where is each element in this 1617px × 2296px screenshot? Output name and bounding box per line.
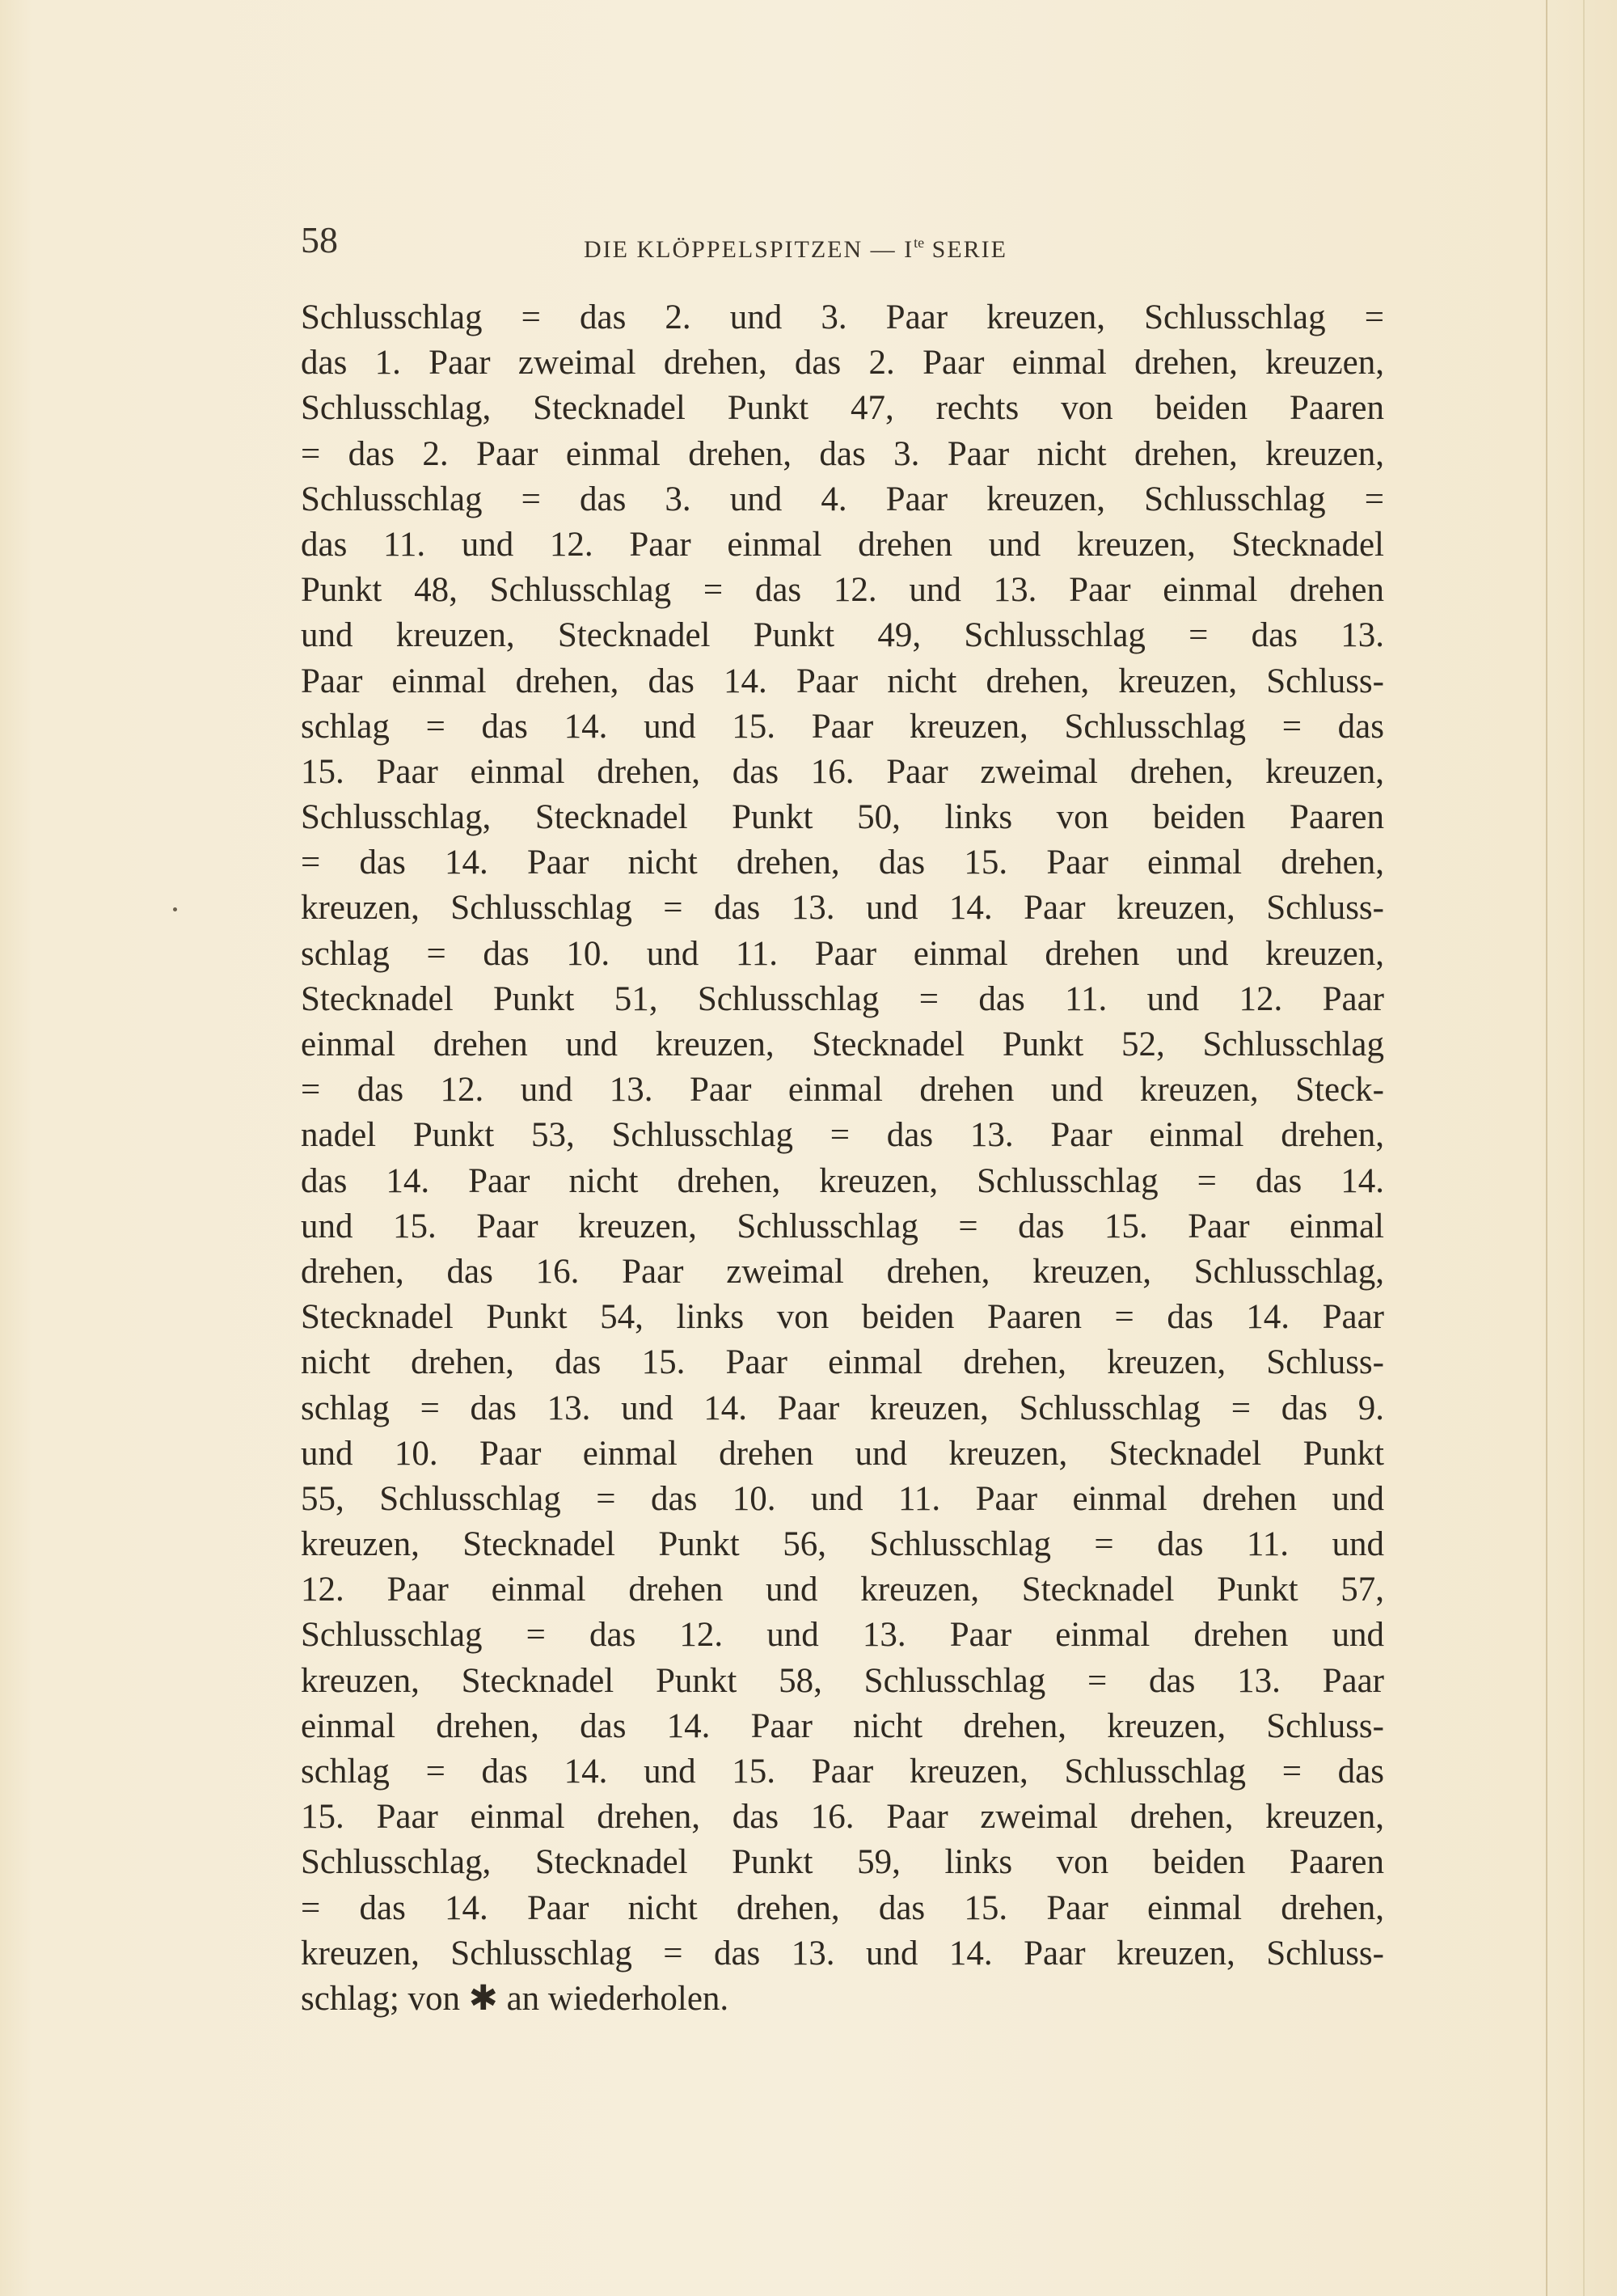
running-title bbox=[584, 220, 1007, 273]
text-line: nadel Punkt 53, Schlusschlag = das 13. Paar einmal drehen, bbox=[301, 1116, 1384, 1155]
running-title-main: DIE KLÖPPELSPITZEN — I bbox=[584, 236, 914, 263]
text-line: Stecknadel Punkt 51, Schlusschlag = das 11. und 12. Paar bbox=[301, 979, 1384, 1018]
body-text bbox=[301, 295, 1384, 2022]
running-title-suffix: SERIE bbox=[924, 236, 1007, 263]
text-line: = das 2. Paar einmal drehen, das 3. Paar nicht drehen, kreuzen, bbox=[301, 434, 1384, 473]
text-line: kreuzen, Stecknadel Punkt 58, Schlusschlag = das 13. Paar bbox=[301, 1661, 1384, 1700]
page-edge-line bbox=[1546, 0, 1547, 2296]
text-line: das 11. und 12. Paar einmal drehen und kreuzen, Stecknadel bbox=[301, 525, 1384, 564]
text-line: das 1. Paar zweimal drehen, das 2. Paar einmal drehen, kreuzen, bbox=[301, 344, 1384, 383]
text-line: Stecknadel Punkt 54, links von beiden Paaren = das 14. Paar bbox=[301, 1298, 1384, 1337]
text-line: einmal drehen, das 14. Paar nicht drehen, kreuzen, Schluss- bbox=[301, 1706, 1384, 1745]
text-line: und 10. Paar einmal drehen und kreuzen, Stecknadel Punkt bbox=[301, 1434, 1384, 1473]
text-line: schlag = das 14. und 15. Paar kreuzen, Schlusschlag = das bbox=[301, 1753, 1384, 1791]
text-line: Paar einmal drehen, das 14. Paar nicht drehen, kreuzen, Schluss- bbox=[301, 662, 1384, 700]
text-line: Schlusschlag = das 2. und 3. Paar kreuzen, Schlusschlag = bbox=[301, 298, 1384, 336]
text-line: schlag = das 13. und 14. Paar kreuzen, Schlusschlag = das 9. bbox=[301, 1389, 1384, 1427]
text-line: das 14. Paar nicht drehen, kreuzen, Schlusschlag = das 14. bbox=[301, 1161, 1384, 1200]
page-number: 58 bbox=[301, 219, 338, 260]
text-line: und kreuzen, Stecknadel Punkt 49, Schlusschlag = das 13. bbox=[301, 616, 1384, 655]
text-line: kreuzen, Schlusschlag = das 13. und 14. Paar kreuzen, Schluss- bbox=[301, 1934, 1384, 1973]
text-line: 15. Paar einmal drehen, das 16. Paar zweimal drehen, kreuzen, bbox=[301, 1798, 1384, 1837]
text-line: Punkt 48, Schlusschlag = das 12. und 13. Paar einmal drehen bbox=[301, 571, 1384, 610]
text-line: drehen, das 16. Paar zweimal drehen, kreuzen, Schlusschlag, bbox=[301, 1252, 1384, 1291]
text-line: = das 14. Paar nicht drehen, das 15. Paar einmal drehen, bbox=[301, 844, 1384, 882]
running-header bbox=[301, 212, 1384, 269]
text-line: 15. Paar einmal drehen, das 16. Paar zweimal drehen, kreuzen, bbox=[301, 752, 1384, 791]
text-line: einmal drehen und kreuzen, Stecknadel Punkt 52, Schlusschlag bbox=[301, 1025, 1384, 1063]
text-line: schlag = das 14. und 15. Paar kreuzen, Schlusschlag = das bbox=[301, 707, 1384, 746]
text-line: Schlusschlag = das 12. und 13. Paar einmal drehen und bbox=[301, 1616, 1384, 1655]
text-line: nicht drehen, das 15. Paar einmal drehen, kreuzen, Schluss- bbox=[301, 1343, 1384, 1382]
text-line: und 15. Paar kreuzen, Schlusschlag = das 15. Paar einmal bbox=[301, 1207, 1384, 1245]
margin-dot bbox=[173, 907, 177, 911]
text-line: = das 14. Paar nicht drehen, das 15. Paar einmal drehen, bbox=[301, 1888, 1384, 1927]
text-line: schlag; von ✱ an wiederholen. bbox=[301, 1979, 729, 2018]
text-line: kreuzen, Stecknadel Punkt 56, Schlusschlag = das 11. und bbox=[301, 1525, 1384, 1564]
text-line: 55, Schlusschlag = das 10. und 11. Paar einmal drehen und bbox=[301, 1479, 1384, 1518]
text-line: = das 12. und 13. Paar einmal drehen und kreuzen, Steck- bbox=[301, 1071, 1384, 1110]
text-line: kreuzen, Schlusschlag = das 13. und 14. Paar kreuzen, Schluss- bbox=[301, 889, 1384, 928]
running-title-superscript: te bbox=[914, 235, 925, 251]
page-edge-line bbox=[1583, 0, 1585, 2296]
text-line: Schlusschlag, Stecknadel Punkt 50, links von beiden Paaren bbox=[301, 798, 1384, 837]
text-line: schlag = das 10. und 11. Paar einmal drehen und kreuzen, bbox=[301, 934, 1384, 973]
text-line: 12. Paar einmal drehen und kreuzen, Stecknadel Punkt 57, bbox=[301, 1571, 1384, 1609]
text-line: Schlusschlag, Stecknadel Punkt 59, links von beiden Paaren bbox=[301, 1843, 1384, 1882]
text-line: Schlusschlag, Stecknadel Punkt 47, rechts von beiden Paaren bbox=[301, 389, 1384, 428]
text-line: Schlusschlag = das 3. und 4. Paar kreuzen, Schlusschlag = bbox=[301, 480, 1384, 518]
